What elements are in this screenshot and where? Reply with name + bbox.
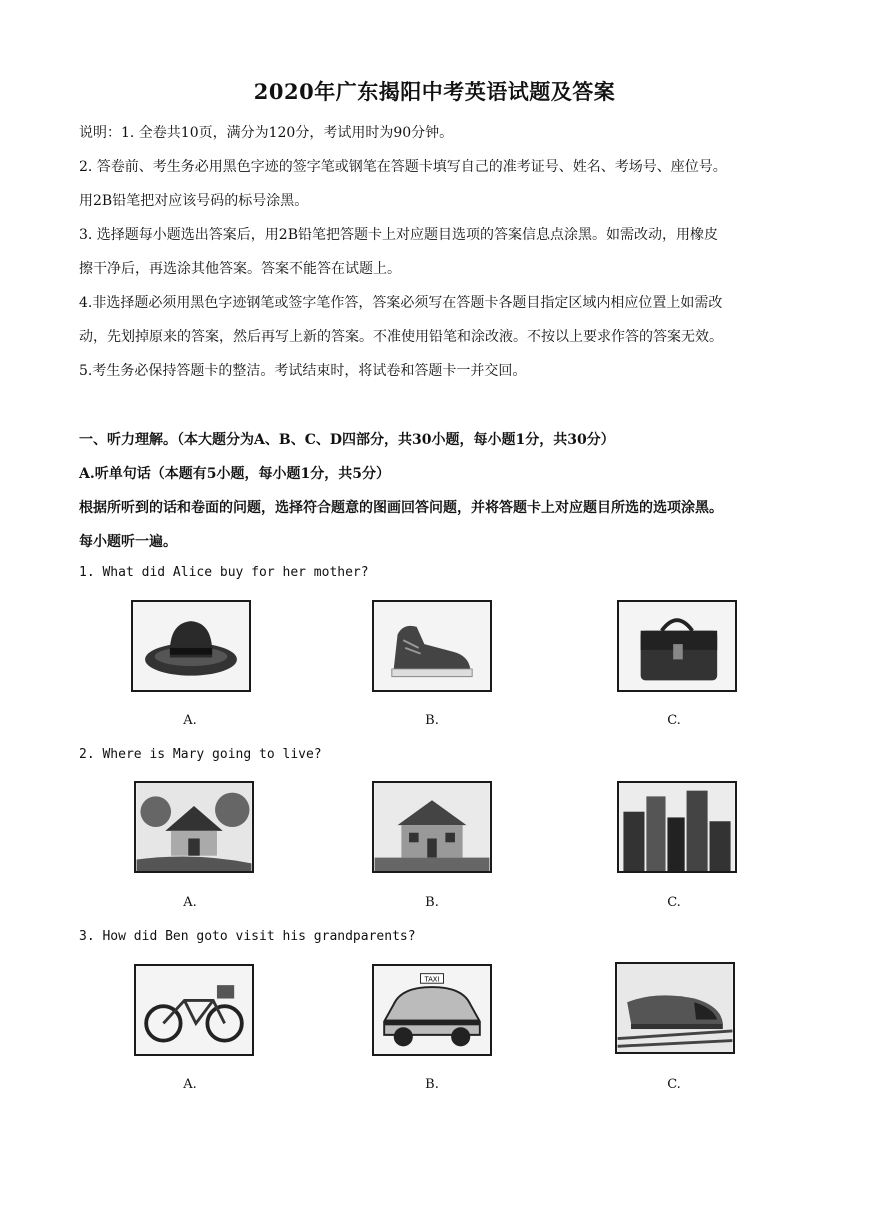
instruction-line: 3. 选择题每小题选出答案后，用2B铅笔把答题卡上对应题目选项的答案信息点涂黑。如需改动，用橡皮 <box>79 227 719 243</box>
sneakers-icon <box>372 600 492 692</box>
train-icon <box>615 962 735 1054</box>
question-3-text: 3. How did Ben goto visit his grandparents? <box>79 929 416 944</box>
directions-line: 每小题听一遍。 <box>79 534 177 550</box>
option-label: A. <box>183 713 197 728</box>
option-label: B. <box>425 1077 439 1092</box>
directions-line: 根据所听到的话和卷面的问题，选择符合题意的图画回答问题，并将答题卡上对应题目所选的选项涂黑。 <box>79 500 723 516</box>
option-label: C. <box>667 1077 681 1092</box>
page-title: 2020年广东揭阳中考英语试题及答案 <box>253 79 616 104</box>
instruction-line: 动，先划掉原来的答案，然后再写上新的答案。不准使用铅笔和涂改液。不按以上要求作答的答案无效。 <box>79 329 723 345</box>
bicycle-icon <box>134 964 254 1056</box>
option-label: B. <box>425 895 439 910</box>
instruction-line: 用2B铅笔把对应该号码的标号涂黑。 <box>79 193 309 209</box>
option-label: B. <box>425 713 439 728</box>
bag-icon <box>617 600 737 692</box>
taxi-icon <box>372 964 492 1056</box>
option-label: A. <box>183 1077 197 1092</box>
instruction-line: 2. 答卷前、考生务必用黑色字迹的签字笔或钢笔在答题卡填写自己的准考证号、姓名、考场号、座位号。 <box>79 159 727 175</box>
house-icon <box>372 781 492 873</box>
instruction-line: 说明：1. 全卷共10页，满分为120分，考试用时为90分钟。 <box>79 125 454 141</box>
cottage-icon <box>134 781 254 873</box>
option-label: A. <box>183 895 197 910</box>
instruction-line: 4.非选择题必须用黑色字迹钢笔或签字笔作答，答案必须写在答题卡各题目指定区域内相应位置上如需改 <box>79 295 723 311</box>
option-label: C. <box>667 713 681 728</box>
instruction-line: 擦干净后，再选涂其他答案。答案不能答在试题上。 <box>79 261 401 277</box>
taxi-sign: TAXI <box>424 975 440 984</box>
instruction-line: 5.考生务必保持答题卡的整洁。考试结束时，将试卷和答题卡一并交回。 <box>79 363 527 379</box>
question-2-text: 2. Where is Mary going to live? <box>79 747 322 762</box>
section-heading: 一、听力理解。（本大题分为A、B、C、D四部分，共30小题，每小题1分，共30分） <box>79 432 615 448</box>
city-buildings-icon <box>617 781 737 873</box>
hat-icon <box>131 600 251 692</box>
question-1-text: 1. What did Alice buy for her mother? <box>79 565 369 580</box>
option-label: C. <box>667 895 681 910</box>
sub-heading: A.听单句话（本题有5小题，每小题1分，共5分） <box>79 466 390 482</box>
